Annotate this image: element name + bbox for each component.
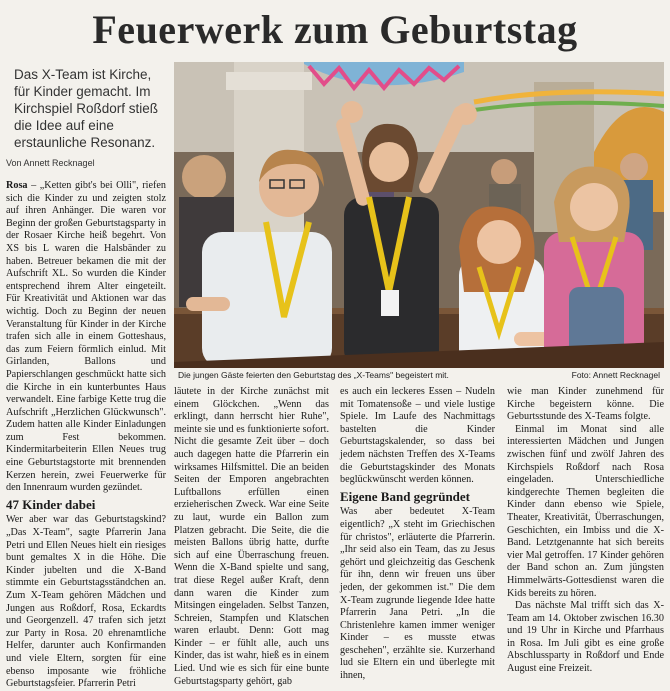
column-4 [507, 386, 664, 676]
headline: Feuerwerk zum Geburtstag [92, 7, 578, 52]
column-2 [174, 386, 329, 688]
paragraph: es auch ein leckeres Essen – Nudeln mit Tomatensoße – und viele lustige Spiele. Im Laufe des Nachmittags bastelten die Kinder Geburtstagskalender, so dass bei jedem nächsten Treffen des X-Teams die Geburtstagskinder des Monats beglückwünscht werden können. [340, 386, 495, 486]
column-3 [340, 386, 495, 683]
paragraph [6, 180, 166, 495]
paragraph: Was aber bedeutet X-Team eigentlich? „X steht im Griechischen für christos", erläuterte die Pfarrerin. „Ihr seid also ein Team, das zu Jesus gehört und gleichzeitig das Geschenk für ihn, denn wir freuen uns über jeden, der gekommen ist." Die dem X-Team zugrunde liegende Idee hatte Pfarrerin Jana Petri. „In die Christenlehre kamen immer weniger Kinder – es musste etwas geschehen", erzählte sie. Kurzerhand lud sie Eltern ein und überlegte mit ihnen, [340, 506, 495, 682]
column-1 [6, 180, 166, 691]
photo-caption [178, 370, 660, 382]
paragraph: Wer aber war das Geburtstagskind? „Das X-Team", sagte Pfarrerin Jana Petri und Ellen Neues hielt ein riesiges bunt gemaltes X in die Höhe. Die Kinder jubelten und die X-Band stimmte ein Geburtstagsständchen an. Zum X-Team gehören Mädchen und Jungen aus Roßdorf, Rosa, Eckardts und Georgenzell. 47 trafen sich jetzt zur Party in Rosa. 20 ehrenamtliche Helfer, darunter auch Konfirmanden und viele Eltern, sorgten für eine ebenso imposante wie fröhliche Geburtstagsfeier. Pfarrerin Petri [6, 514, 166, 690]
paragraph: wie man Kinder zunehmend für Kirche begeistern könne. Die Geburtsstunde des X-Teams folgte. [507, 386, 664, 423]
dateline: Rosa [6, 180, 28, 191]
subheading: Eigene Band gegründet [340, 488, 471, 504]
photo-credit: Foto: Annett Recknagel [571, 370, 660, 380]
article-lead: Das X-Team ist Kirche, für Kinder gemacht. Im Kirchspiel Roßdorf stieß die Idee auf eine erstaunliche Resonanz. [14, 67, 159, 150]
paragraph: Einmal im Monat sind alle interessierten Mädchen und Jungen zwischen fünf und zwölf Jahren des Kirchspiels Roßdorf nach Rosa eingeladen. Unterschiedliche kindgerechte Themen begleiten die Kinder dann ebenso wie Spiele, Theater, Kreativität, Überraschungen, Geschichten, ein Imbiss und die X-Band. Letztgenannte hat sich bereits vier Mal getroffen. 17 Kinder gehören der Band schon an. Zum jüngsten Himmelwärts-Gottesdienst waren die Kids bereits zu hören. [507, 423, 664, 599]
paragraph: läutete in der Kirche zunächst mit einem Glöckchen. „Wenn das erklingt, dann herrscht hier Ruhe", meinte sie und es funktionierte sofort. Nicht die gesamte Zeit über – doch auch dagegen hatte die Pfarrerin ein wirksames Hilfsmittel. Die an beiden Seiten der Emporen angebrachten Luftballons erfüllen einen erzieherischen Zweck. War eine Seite zu laut, wurde ein Ballon zum Platzen gebracht. Die Seite, die die meisten Ballons übrig hatte, durfte sich auf eine Überraschung freuen. Wenn die X-Band spielte und sang, trat diese Regel außer Kraft, denn dann waren die Kinder zum Mitsingen eingeladen. Selbst Tanzen, Schreien, Stampfen und Klatschen waren erlaubt. Denn: Gott mag Kinder – er fühlt alle, auch uns Kinder, das ist wahr, hieß es in einem Lied. Und wie es sich für eine bunte Geburtstagsparty gehört, gab [174, 386, 329, 687]
author-byline: Von Annett Recknagel [6, 158, 95, 168]
caption-text: Die jungen Gäste feierten den Geburtstag des „X-Teams" begeistert mit. [178, 370, 449, 380]
article-photo [174, 62, 664, 368]
paragraph-text: – „Ketten gibt's bei Olli", riefen sich die Kinder zu und zeigten stolz auf ihren Anhänger. Die waren vor Beginn der großen Geburtstagsparty in der Rosaer Kirche heiß begehrt. Von XS bis L waren die Halsbänder zu haben. Betreuer bekamen die mit der Aufschrift XL. So wurden die Kinder entsprechend ihrem Alter eingeteilt. Für Kreativität und Aktionen war das wichtig. Doch zu Beginn der neuen Veranstaltung für Kinder in der Kirche trafen sich alle in einem Gotteshaus, das zum Feiern förmlich einlud. Mit Girlanden, Ballons und Papierschlangen geschmückt hatte sich die Kirche in ein kunterbuntes Haus verwandelt. Eine farbige Kette trug die Aufschrift „Herzlichen Glückwunsch". Zudem hatten alle Kinder Einladungen zum Fest bekommen. Kindermitarbeiterin Ellen Neues trug eine Geburtstagstorte mit brennenden Kerzen herein, zwei Feuerwerke für den Innenraum wurden gezündet. [6, 180, 166, 494]
children-celebrating-photo [174, 62, 664, 368]
subheading: 47 Kinder dabei [6, 496, 96, 512]
paragraph: Das nächste Mal trifft sich das X-Team am 14. Oktober zwischen 16.30 und 19 Uhr in Kirche und Pfarrhaus in Rosa. Im Juli gibt es eine große Abschlussparty in Roßdorf und Ende August eine Freizeit. [507, 600, 664, 675]
